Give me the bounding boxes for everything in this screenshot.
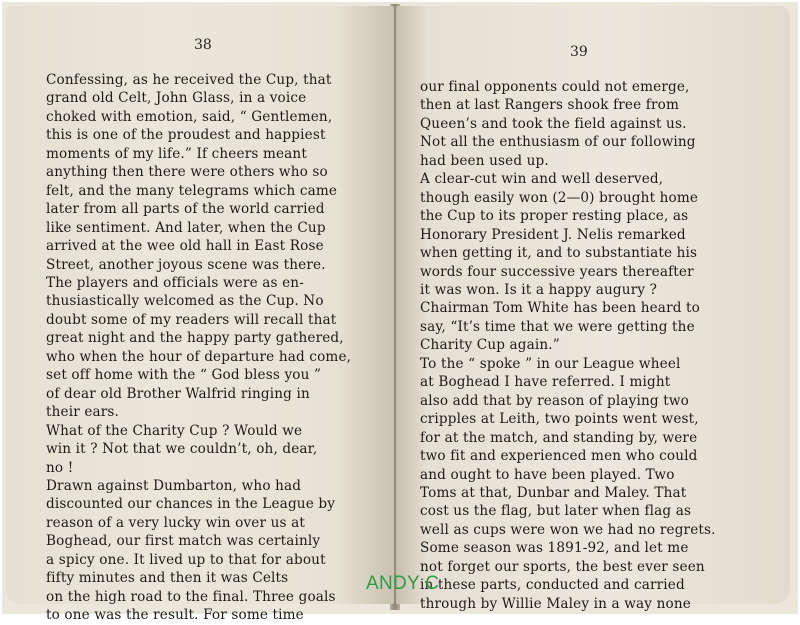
watermark-label: ANDY C	[366, 573, 440, 594]
text-line: cost us the flag, but later when flag as	[420, 503, 692, 520]
text-line: at Boghead I have referred. I might	[420, 374, 671, 391]
text-line: cripples at Leith, two points went west,	[420, 411, 699, 428]
text-line: Honorary President J. Nelis remarked	[420, 226, 686, 243]
text-line: also add that by reason of playing two	[420, 392, 689, 409]
text-line: to one was the result. For some time	[46, 607, 304, 624]
text-line: Some season was 1891-92, and let me	[420, 540, 689, 557]
text-line: felt, and the many telegrams which came	[46, 182, 338, 199]
text-line: A clear-cut win and well deserved,	[420, 171, 664, 188]
text-line: Charity Cup again.”	[420, 337, 560, 354]
text-line: had been used up.	[420, 152, 549, 169]
text-line: then at last Rangers shook free from	[420, 97, 679, 114]
right-page-text	[420, 78, 750, 613]
text-line: The players and officials were as en-	[46, 274, 304, 291]
text-line: Boghead, our first match was certainly	[46, 533, 321, 550]
text-line: like sentiment. And later, when the Cup	[46, 219, 326, 236]
text-line: Confessing, as he received the Cup, that	[46, 72, 332, 88]
text-line: fifty minutes and then it was Celts	[46, 570, 289, 587]
text-line: To the “ spoke ” in our League wheel	[420, 355, 681, 372]
text-line: though easily won (2—0) brought home	[420, 189, 699, 206]
text-line: choked with emotion, said, “ Gentlemen,	[46, 108, 333, 125]
text-line: thusiastically welcomed as the Cup. No	[46, 293, 324, 310]
text-line: who when the hour of departure had come,	[46, 348, 352, 365]
text-line: words four successive years thereafter	[420, 263, 694, 280]
text-line: and ought to have been played. Two	[420, 466, 675, 483]
text-line: win it ? Not that we couldn’t, oh, dear,	[46, 441, 318, 458]
open-book	[2, 2, 798, 624]
text-line: two fit and experienced men who could	[420, 448, 698, 465]
text-line: Not all the enthusiasm of our following	[420, 134, 696, 151]
text-line: a spicy one. It lived up to that for about	[46, 551, 326, 568]
left-page	[6, 6, 394, 624]
text-line: grand old Celt, John Glass, in a voice	[46, 90, 307, 107]
text-line: for at the match, and standing by, were	[420, 429, 698, 446]
text-line: reason of a very lucky win over us at	[46, 514, 305, 531]
page-number-left: 38	[194, 37, 212, 53]
text-line: the Cup to its proper resting place, as	[420, 208, 689, 225]
page-number-right: 39	[570, 44, 588, 60]
text-line: Chairman Tom White has been heard to	[420, 300, 700, 317]
text-line: Street, another joyous scene was there.	[46, 256, 326, 273]
text-line: well as cups were won we had no regrets.	[420, 521, 716, 538]
text-line: anything then there were others who so	[46, 164, 328, 181]
text-line: their ears.	[46, 404, 120, 421]
text-line: on the high road to the final. Three goals	[46, 588, 336, 605]
left-page-text	[46, 71, 371, 625]
text-line: say, “It’s time that we were getting the	[420, 318, 695, 335]
text-line: arrived at the wee old hall in East Rose	[46, 238, 324, 255]
text-line: it was won. Is it a happy augury ?	[420, 281, 658, 298]
text-line: of dear old Brother Walfrid ringing in	[46, 385, 310, 402]
text-line: discounted our chances in the League by	[46, 496, 336, 513]
text-line: Toms at that, Dunbar and Maley. That	[420, 484, 687, 501]
text-line: moments of my life.” If cheers meant	[46, 145, 307, 162]
text-line: great night and the happy party gathered,	[46, 330, 344, 347]
text-line: Drawn against Dumbarton, who had	[46, 477, 302, 494]
text-line: no !	[46, 459, 74, 476]
text-line: later from all parts of the world carried	[46, 201, 325, 218]
text-line: doubt some of my readers will recall that	[46, 311, 337, 328]
text-line: Queen’s and took the field against us.	[420, 115, 687, 132]
text-line: not forget our sports, the best ever seen	[420, 558, 705, 575]
right-page	[396, 6, 790, 612]
text-line: this is one of the proudest and happiest	[46, 127, 326, 144]
text-line: our final opponents could not emerge,	[420, 79, 690, 95]
text-line: What of the Charity Cup ? Would we	[46, 422, 303, 439]
text-line: when getting it, and to substantiate his	[420, 245, 698, 262]
text-line: in these parts, conducted and carried	[420, 577, 685, 594]
text-line: set off home with the “ God bless you ”	[46, 367, 322, 384]
text-line: through by Willie Maley in a way none	[420, 595, 691, 612]
